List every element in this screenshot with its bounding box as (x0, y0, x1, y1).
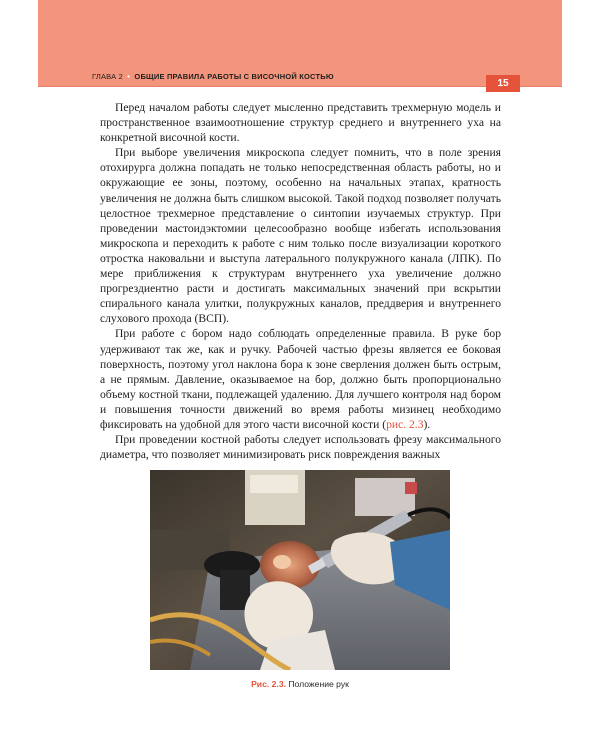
figure-reference-link[interactable]: рис. 2.3 (386, 417, 424, 431)
hands-position-photo (150, 470, 450, 670)
paragraph-3 (100, 326, 501, 432)
paragraph-1: Перед началом работы следует мысленно представить трехмерную модель и пространственное взаимоотношение структур среднего и внутреннего уха на конкретной височной кости. (100, 101, 501, 145)
figure-caption-text: Положение рук (285, 679, 349, 689)
paragraph-2: При выборе увеличения микроскопа следует помнить, что в поле зрения отохирурга должна попадать не только непосредственная область работы, но и окружающие ее зоны, поэтому, особенно на начальных этапах, кратность увеличения не должна быть слишком высокой. Такой подход позволяет получать целостное трехмерное представление о синтопии изучаемых структур. При проведении мастоидэктомии целесообразно вообще избегать использования микроскопа и переходить к работе с ним только после визуализации короткого отростка наковальни и выступа латерального полукружного канала (ЛПК). По мере приближения к структурам внутреннего уха увеличение должно прогрездиентно расти и достигать максимальных значений при вскрытии спирального канала улитки, полукружных каналов, преддверия и внутреннего слухового прохода (ВСП). (100, 146, 501, 326)
figure-caption (150, 679, 450, 689)
figure-ref-open: ( (379, 417, 387, 431)
paragraph-4: При проведении костной работы следует использовать фрезу максимального диаметра, что позволяет минимизировать риск повреждения важных (100, 433, 501, 462)
figure-ref-close: ). (423, 417, 431, 431)
chapter-title: ОБЩИЕ ПРАВИЛА РАБОТЫ С ВИСОЧНОЙ КОСТЬЮ (134, 72, 334, 81)
chapter-label: ГЛАВА 2 (92, 72, 123, 81)
running-head (92, 72, 334, 81)
figure-photo (150, 470, 450, 670)
body-text (100, 100, 501, 462)
header-rule (38, 86, 562, 87)
page-number-badge: 15 (486, 75, 520, 92)
figure-caption-label: Рис. 2.3. (251, 679, 286, 689)
running-head-separator: • (127, 72, 131, 81)
paragraph-3-text: При работе с бором надо соблюдать определенные правила. В руке бор удерживают так же, как и ручку. Рабочей частью фрезы является ее боковая поверхность, поэтому угол наклона бора к зоне сверления должен быть острым, а не прямым. Давление, оказываемое на бор, должно быть пропорционально объему костной ткани, подлежащей удалению. Для лучшего контроля над бором и повышения точности движений во время работы мизинец необходимо фиксировать на удобной для этого части височной кости (100, 327, 501, 431)
